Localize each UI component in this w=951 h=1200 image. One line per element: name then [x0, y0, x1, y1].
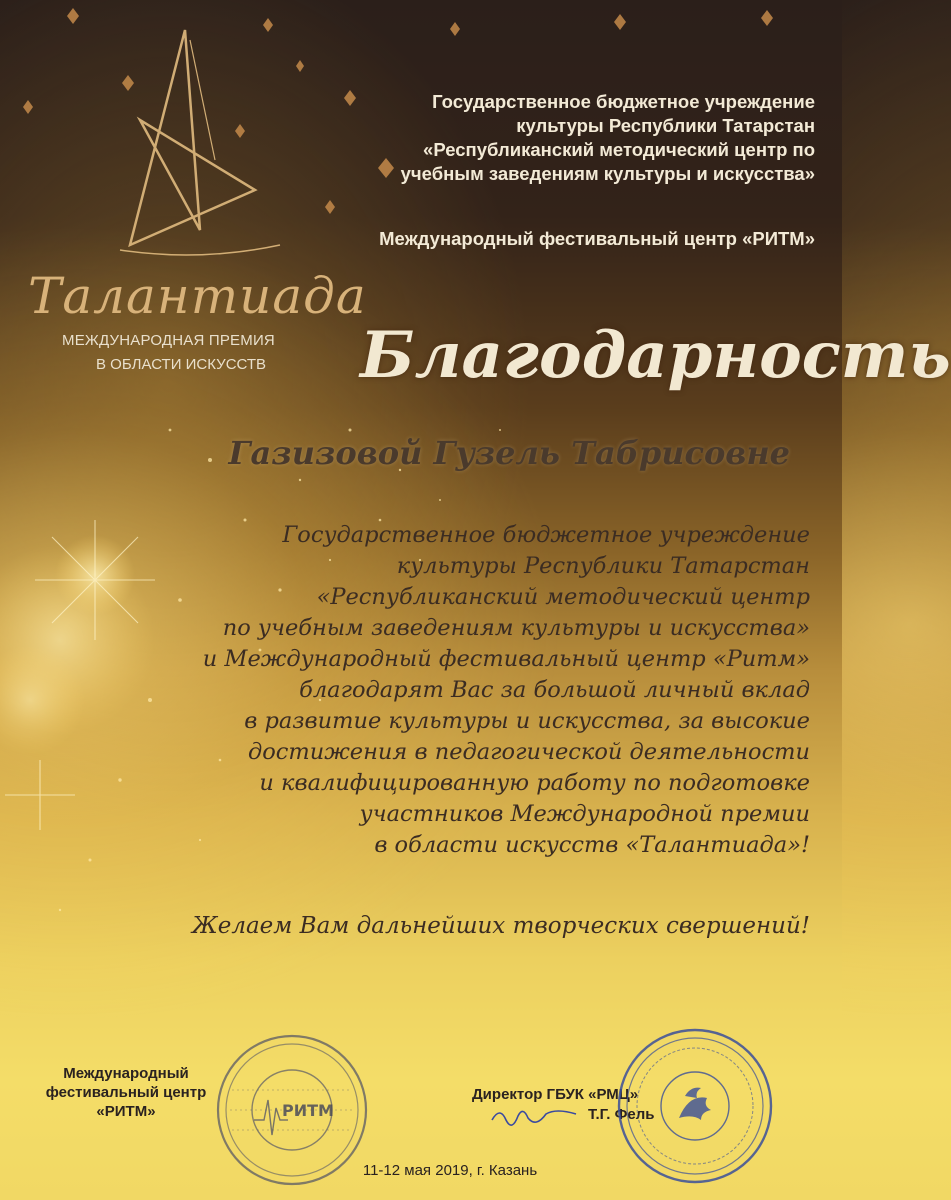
org-line: учебным заведениям культуры и искусства» [400, 163, 815, 184]
logo-subtitle: МЕЖДУНАРОДНАЯ ПРЕМИЯ [62, 332, 275, 349]
body-line: «Республиканский методический центр [316, 584, 810, 610]
organization-header [330, 90, 815, 186]
gratitude-text [150, 520, 810, 861]
body-line: участников Международной премии [359, 801, 810, 827]
body-line: в развитие культуры и искусства, за высокие [244, 708, 810, 734]
org-line: культуры Республики Татарстан [516, 115, 815, 136]
director-name: Т.Г. Фель [588, 1106, 655, 1123]
org-line: Государственное бюджетное учреждение [432, 91, 815, 112]
body-line: и Международный фестивальный центр «Ритм» [202, 646, 810, 672]
recipient-name: Газизовой Гузель Табрисовне [228, 434, 790, 472]
wish-text: Желаем Вам дальнейших творческих свершений! [191, 913, 810, 939]
festival-center-signatory [36, 1064, 216, 1121]
logo-subtitle: В ОБЛАСТИ ИСКУССТВ [96, 356, 267, 373]
body-line: благодарят Вас за большой личный вклад [299, 677, 810, 703]
body-line: по учебным заведениям культуры и искусства» [222, 615, 810, 641]
body-line: Государственное бюджетное учреждение [282, 522, 810, 548]
date-place: 11-12 мая 2019, г. Казань [362, 1162, 538, 1179]
body-line: достижения в педагогической деятельности [247, 739, 810, 765]
signatory-line: Международный [63, 1065, 189, 1082]
body-line: культуры Республики Татарстан [396, 553, 810, 579]
stamp-label: РИТМ [282, 1101, 334, 1120]
signatory-line: фестивальный центр [45, 1084, 207, 1101]
festival-center-name: Международный фестивальный центр «РИТМ» [379, 228, 815, 249]
rmc-official-stamp [615, 1026, 775, 1186]
body-line: в области искусств «Талантиада»! [374, 832, 810, 858]
talantiada-logo-title: Талантиада [28, 267, 367, 325]
signatory-line: «РИТМ» [96, 1103, 156, 1120]
org-line: «Республиканский методический центр по [423, 139, 815, 160]
body-line: и квалифицированную работу по подготовке [259, 770, 810, 796]
director-role: Директор ГБУК «РМЦ» [472, 1086, 639, 1103]
document-title: Благодарность [360, 318, 951, 393]
